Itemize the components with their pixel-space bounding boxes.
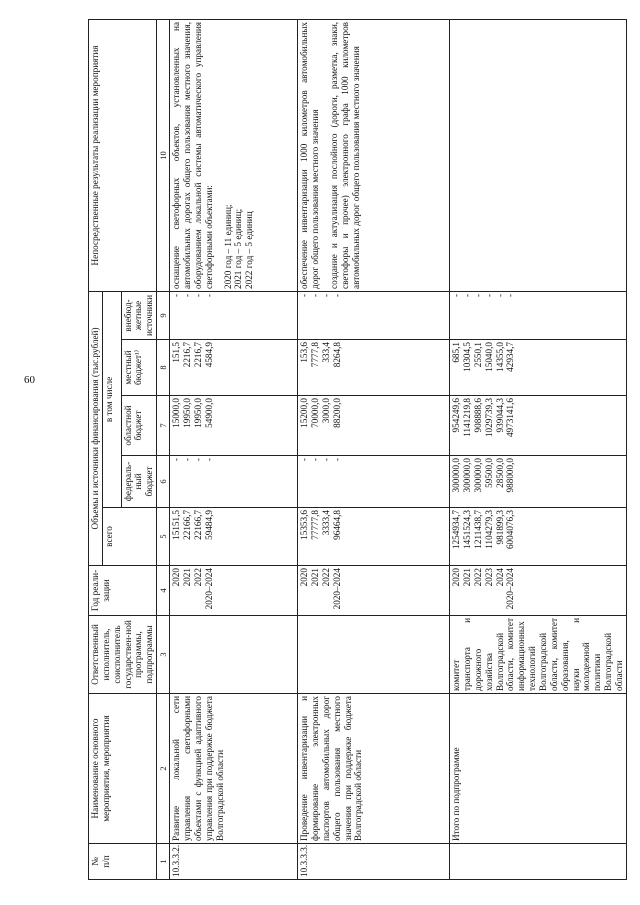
col-index: 9 (157, 291, 170, 339)
col-index: 7 (157, 396, 170, 456)
program-table-sheet (88, 20, 625, 880)
executor (298, 616, 450, 694)
federal: - - - - (298, 456, 450, 508)
header-year: Год реали-зации (89, 566, 157, 616)
extra: - - - - - - (450, 291, 627, 339)
local: 153,6 7777,8 333,4 8264,8 (298, 340, 450, 396)
regional: 15000,0 19950,0 19950,0 54900,0 (170, 396, 298, 456)
federal: - - - - (170, 456, 298, 508)
result-text: создание и актуализация послойного (дороги, разметка, знаки, светофоры и прочее) электронного графа 1000 километров автомобильных дорог общего пользования местного значения (328, 21, 361, 289)
header-total: всего (102, 508, 156, 566)
header-local: местный бюджет¹⁾ (121, 340, 157, 396)
total: 1254934,7 1451524,3 1211438,7 1104279,3 981899,3 6004076,3 (450, 508, 627, 566)
years: 2020 2021 2022 2023 2024 2020–2024 (450, 566, 627, 616)
federal: 300000,0 300000,0 300000,0 59500,0 28500,0 988000,0 (450, 456, 627, 508)
local: 685,1 10304,5 2550,1 15040,0 14355,0 42934,7 (450, 340, 627, 396)
header-executor: Ответственный исполнитель, соисполнитель государствен-ной программы, подпрограммы (89, 616, 157, 694)
local: 151,5 2216,7 2216,7 4584,9 (170, 340, 298, 396)
table-row (170, 19, 298, 879)
extra: - - - - (298, 291, 450, 339)
executor (170, 616, 298, 694)
executor: комитет транспорта и дорожного хозяйства Волгоградской области, комитет информационных технологий Волгоградской области, комитет образования, науки и молодежной политики Волгоградской области (450, 616, 627, 694)
row-number: 10.3.3.3. (298, 844, 450, 880)
activity-name: Итого по подпрограмме (450, 694, 627, 844)
table-row (298, 19, 450, 879)
table-row-total (450, 19, 627, 879)
regional: 15200,0 70000,0 3000,0 88200,0 (298, 396, 450, 456)
activity-name: Проведение инвентаризации и формирование электронных паспортов автомобильных дорог общего пользования местного значения при поддержке бюджета Волгоградской области (298, 694, 450, 844)
col-index: 10 (157, 19, 170, 291)
col-index: 8 (157, 340, 170, 396)
total: 15353,6 77777,8 3333,4 96464,8 (298, 508, 450, 566)
total: 15151,5 22166,7 22166,7 59484,9 (170, 508, 298, 566)
header-extra: внебюд-жетные источники (121, 291, 157, 339)
years: 2020 2021 2022 2020–2024 (170, 566, 298, 616)
header-funding: Объемы и источники финансирования (тыс.рублей) (89, 291, 103, 565)
header-federal: федераль-ный бюджет (121, 456, 157, 508)
page-number: 60 (24, 374, 35, 386)
regional: 954249,6 1141219,8 908888,6 1029739,3 939044,3 4973141,6 (450, 396, 627, 456)
activity-name: Развитие локальной сети управления светофорными объектами с функцией адаптивного управления при поддержке бюджета Волгоградской области (170, 694, 298, 844)
years: 2020 2021 2022 2020–2024 (298, 566, 450, 616)
col-index: 2 (157, 694, 170, 844)
col-index: 3 (157, 616, 170, 694)
extra: - - - - (170, 291, 298, 339)
results (170, 19, 298, 291)
col-index: 6 (157, 456, 170, 508)
result-text: оснащение светофорных объектов, установленных на автомобильных дорогах общего пользования местного значения, оборудованием локальной системы автоматического управления светофорными объектами: (171, 21, 214, 289)
col-index: 1 (157, 844, 170, 880)
results (298, 19, 450, 291)
results (450, 19, 627, 291)
header-regional: областной бюджет (121, 396, 157, 456)
header-no: № п/п (89, 844, 157, 880)
header-incl: в том числе (102, 291, 121, 507)
result-list: 2020 год – 11 единиц; 2021 год – 5 единиц; 2022 год – 5 единиц (222, 204, 255, 289)
row-number (450, 844, 627, 880)
result-text: обеспечение инвентаризации 1000 километров автомобильных дорог общего пользования местного значения (299, 21, 321, 289)
col-index: 4 (157, 566, 170, 616)
header-name: Наименование основного мероприятия, мероприятия (89, 694, 157, 844)
header-results: Непосредственные результаты реализации мероприятия (89, 19, 157, 291)
funding-table (88, 19, 627, 880)
col-index: 5 (157, 508, 170, 566)
row-number: 10.3.3.2. (170, 844, 298, 880)
